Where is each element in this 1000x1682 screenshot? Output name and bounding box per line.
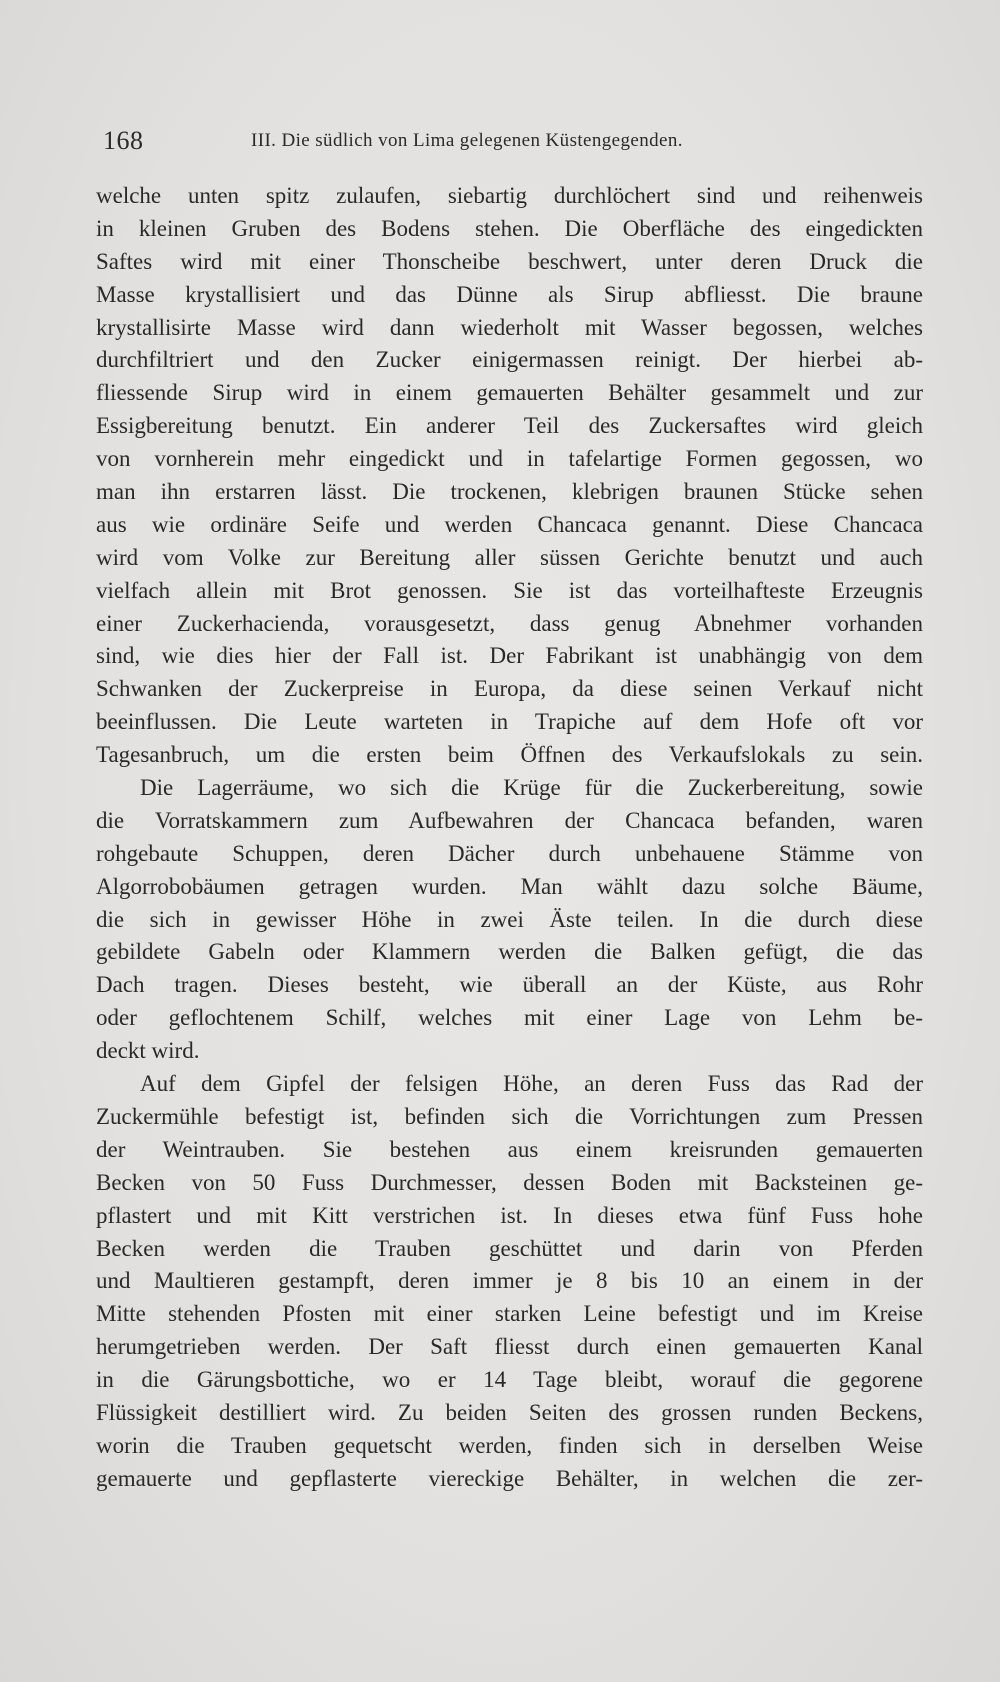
paragraph-1 [96,180,923,772]
text-line: Saftes wird mit einer Thonscheibe beschwert, unter deren Druck die [96,248,923,274]
text-line: der Weintrauben. Sie bestehen aus einem kreisrunden gemauerten [96,1136,923,1162]
text-line: fliessende Sirup wird in einem gemauerten Behälter gesammelt und zur [96,380,923,406]
text-line: Masse krystallisiert und das Dünne als Sirup abfliesst. Die braune [96,281,923,307]
text-line: pflastert und mit Kitt verstrichen ist. In dieses etwa fünf Fuss hohe [96,1202,923,1228]
text-line: gebildete Gabeln oder Klammern werden die Balken gefügt, die das [96,939,923,965]
paragraph-3 [96,1068,923,1496]
text-line: Becken werden die Trauben geschüttet und darin von Pferden [96,1235,923,1261]
text-line: die Vorratskammern zum Aufbewahren der Chancaca befanden, waren [96,807,923,833]
text-line: Die Lagerräume, wo sich die Krüge für die Zuckerbereitung, sowie [140,775,923,801]
text-line: Tagesanbruch, um die ersten beim Öffnen des Verkaufslokals zu sein. [96,742,923,768]
text-line: krystallisirte Masse wird dann wiederholt mit Wasser begossen, welches [96,314,923,340]
text-line: Flüssigkeit destilliert wird. Zu beiden Seiten des grossen runden Beckens, [96,1399,923,1425]
paragraph-2 [96,772,923,1068]
text-line: aus wie ordinäre Seife und werden Chancaca genannt. Diese Chancaca [96,511,923,537]
text-line: man ihn erstarren lässt. Die trockenen, klebrigen braunen Stücke sehen [96,479,923,505]
text-line: und Maultieren gestampft, deren immer je 8 bis 10 an einem in der [96,1268,923,1294]
running-title: III. Die südlich von Lima gelegenen Küstengegenden. [251,130,683,151]
text-line: Zuckermühle befestigt ist, befinden sich die Vorrichtungen zum Pressen [96,1103,923,1129]
text-line: deckt wird. [96,1038,200,1064]
text-line: Dach tragen. Dieses besteht, wie überall an der Küste, aus Rohr [96,972,923,998]
text-line: gemauerte und gepflasterte viereckige Behälter, in welchen die zer- [96,1465,923,1491]
text-line: einer Zuckerhacienda, vorausgesetzt, dass genug Abnehmer vorhanden [96,610,923,636]
running-head [103,126,903,156]
text-line: die sich in gewisser Höhe in zwei Äste teilen. In die durch diese [96,906,923,932]
text-line: Becken von 50 Fuss Durchmesser, dessen Boden mit Backsteinen ge- [96,1169,923,1195]
text-line: Schwanken der Zuckerpreise in Europa, da diese seinen Verkauf nicht [96,676,923,702]
text-line: in die Gärungsbottiche, wo er 14 Tage bleibt, worauf die gegorene [96,1367,923,1393]
text-line: oder geflochtenem Schilf, welches mit einer Lage von Lehm be- [96,1005,923,1031]
text-line: durchfiltriert und den Zucker einigermassen reinigt. Der hierbei ab- [96,347,923,373]
text-line: rohgebaute Schuppen, deren Dächer durch unbehauene Stämme von [96,840,923,866]
text-line: Essigbereitung benutzt. Ein anderer Teil des Zuckersaftes wird gleich [96,413,923,439]
text-line: welche unten spitz zulaufen, siebartig durchlöchert sind und reihenweis [96,183,923,208]
page-number: 168 [103,126,144,155]
text-line: Algorrobobäumen getragen wurden. Man wählt dazu solche Bäume, [96,873,923,899]
text-line: Mitte stehenden Pfosten mit einer starken Leine befestigt und im Kreise [96,1301,923,1327]
text-line: wird vom Volke zur Bereitung aller süssen Gerichte benutzt und auch [96,544,923,570]
text-line: sind, wie dies hier der Fall ist. Der Fabrikant ist unabhängig von dem [96,643,923,669]
text-line: vielfach allein mit Brot genossen. Sie ist das vorteilhafteste Erzeugnis [96,577,923,603]
body-text [96,180,923,1496]
text-line: beeinflussen. Die Leute warteten in Trapiche auf dem Hofe oft vor [96,709,923,735]
text-line: worin die Trauben gequetscht werden, finden sich in derselben Weise [96,1432,923,1458]
text-line: herumgetrieben werden. Der Saft fliesst durch einen gemauerten Kanal [96,1334,923,1360]
text-line: Auf dem Gipfel der felsigen Höhe, an deren Fuss das Rad der [140,1071,923,1097]
text-line: von vornherein mehr eingedickt und in tafelartige Formen gegossen, wo [96,446,923,472]
text-line: in kleinen Gruben des Bodens stehen. Die Oberfläche des eingedickten [96,215,923,241]
